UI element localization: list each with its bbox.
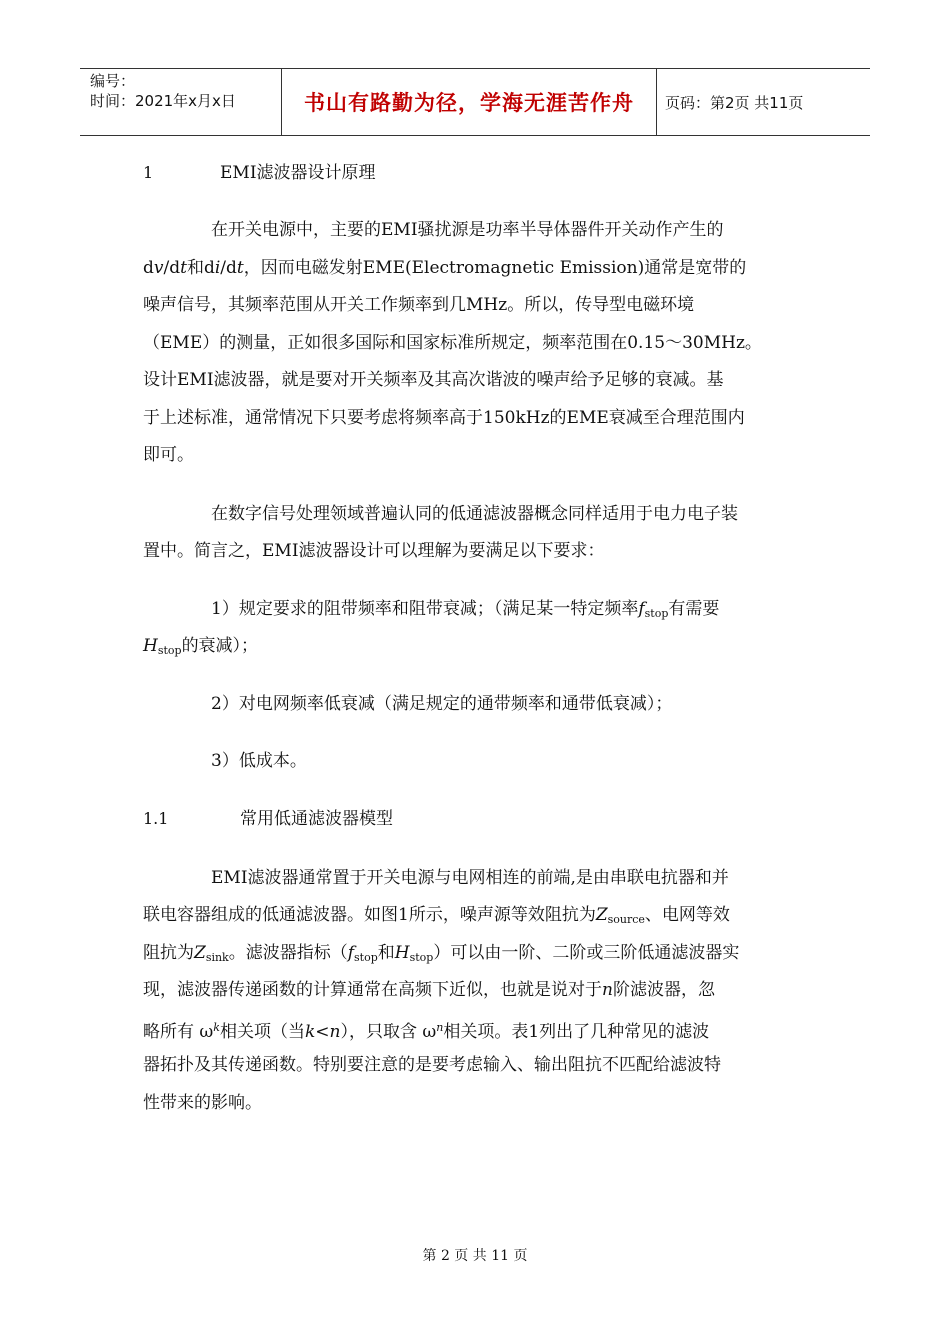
para3-line-2: 联电容器组成的低通滤波器。如图1所示，噪声源等效阻抗为$Z_{source}$、电网等效: [143, 905, 730, 926]
para3-line-5: 略所有 $\omega^k$相关项（当k<n），只取含 $\omega^n$相关项。表1列出了几种常见的滤波: [143, 1021, 710, 1042]
para3-line-6: 器拓扑及其传递函数。特别要注意的是要考虑输入、输出阻抗不匹配给滤波特: [143, 1055, 721, 1075]
number-label: 编号：: [90, 72, 136, 90]
para3-line-1: EMI滤波器通常置于开关电源与电网相连的前端,是由串联电抗器和并: [211, 868, 729, 888]
page-footer: 第 2 页 共 11 页: [422, 1248, 528, 1264]
para3-line-3: 阻抗为$Z_{sink}$。滤波器指标（$f_{stop}$和$H_{stop}$）可以由一阶、二阶或三阶低通滤波器实: [143, 943, 740, 964]
para1-line-4: （EME）的测量，正如很多国际和国家标准所规定，频率范围在0.15～30MHz。: [143, 333, 762, 353]
section-1-1-title: 常用低通滤波器模型: [240, 809, 393, 829]
para1-line-6: 于上述标准，通常情况下只要考虑将频率高于150kHz的EME衰减至合理范围内: [143, 408, 745, 428]
section-1-title: EMI滤波器设计原理: [220, 163, 376, 183]
para3-line-4: 现，滤波器传递函数的计算通常在高频下近似，也就是说对于n阶滤波器，忽: [143, 980, 715, 1000]
time-label: 时间：2021年x月x日: [90, 92, 236, 110]
section-1-1-number: 1.1: [143, 809, 169, 828]
requirement-1-line-2: $H_{stop}$的衰减）；: [143, 636, 259, 657]
para1-line-1: 在开关电源中，主要的EMI骚扰源是功率半导体器件开关动作产生的: [211, 220, 724, 240]
header-motto: 书山有路勤为径，学海无涯苦作舟: [282, 69, 657, 135]
requirement-3: 3）低成本。: [211, 751, 307, 771]
para1-line-5: 设计EMI滤波器，就是要对开关频率及其高次谐波的噪声给予足够的衰减。基: [143, 370, 724, 390]
para1-line-7: 即可。: [143, 445, 194, 465]
para1-line-2: dv/dt和di/dt，因而电磁发射EME(Electromagnetic Emission)通常是宽带的: [143, 258, 747, 278]
requirement-2: 2）对电网频率低衰减（满足规定的通带频率和通带低衰减）；: [211, 694, 673, 714]
header-meta: [80, 69, 282, 135]
requirement-1-line-1: 1）规定要求的阻带频率和阻带衰减；（满足某一特定频率$f_{stop}$有需要: [211, 599, 720, 620]
page-header: [80, 68, 870, 136]
para1-line-3: 噪声信号，其频率范围从开关工作频率到几MHz。所以，传导型电磁环境: [143, 295, 695, 315]
para2-line-2: 置中。简言之，EMI滤波器设计可以理解为要满足以下要求：: [143, 541, 605, 561]
para3-line-7: 性带来的影响。: [143, 1093, 262, 1113]
header-page-info: 页码：第2页 共11页: [665, 93, 804, 112]
para2-line-1: 在数字信号处理领域普遍认同的低通滤波器概念同样适用于电力电子装: [211, 504, 738, 524]
section-1-number: 1: [143, 163, 154, 182]
